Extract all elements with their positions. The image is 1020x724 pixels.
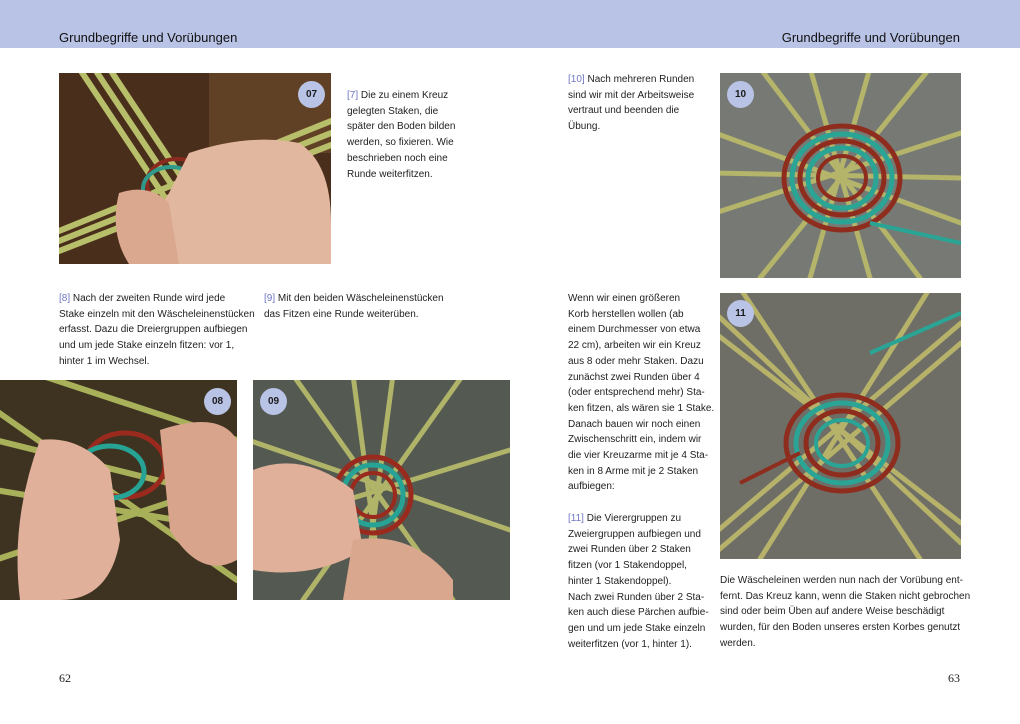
step-number: [8] <box>59 293 71 304</box>
step-badge-08: 08 <box>204 388 231 415</box>
photo-step-11 <box>720 293 961 559</box>
page-number-left: 62 <box>59 671 71 685</box>
closing-text: Die Wäscheleinen werden nun nach der Vorübung ent- fernt. Das Kreuz kann, wenn die Staken nicht gebrochen sind oder beim Üben auf andere Weise beschädigt wurden, für den Boden unseres ersten Korbes genutzt werden. <box>720 575 971 649</box>
step-8-text: [8] Nach der zweiten Runde wird jede Stake einzeln mit den Wäscheleinenstücken erfasst. Dazu die Dreiergruppen aufbiegen und um jede Stake einzeln fitzen: vor 1, hinter 1 im Wechsel. <box>59 293 255 367</box>
photo-step-10 <box>720 73 961 278</box>
step-number: [10] <box>568 74 585 85</box>
step-11-text: [11] Die Vierergruppen zu Zweiergruppen aufbiegen und zwei Runden über 2 Staken fitzen (vor 1 Stakendoppel, hinter 1 Stakendoppel). Nach zwei Runden über 2 Sta- ken auch diese Pärchen aufbie- gen und um jede Stake einzeln weiterfitzen (vor 1, hinter 1). <box>568 513 709 650</box>
header-bar-left <box>0 0 510 48</box>
step-number: [7] <box>347 90 359 101</box>
step-badge-11: 11 <box>727 300 754 327</box>
step-badge-09: 09 <box>260 388 287 415</box>
running-header-left: Grundbegriffe und Vorübungen <box>59 30 238 45</box>
step-number: [9] <box>264 293 276 304</box>
photo-step-09 <box>253 380 510 600</box>
photo-step-07 <box>59 73 331 264</box>
step-badge-10: 10 <box>727 81 754 108</box>
intro-text: Wenn wir einen größeren Korb herstellen wollen (ab einem Durchmesser von etwa 22 cm), arbeiten wir ein Kreuz aus 8 oder mehr Staken. Dazu zunächst zwei Runden über 4 (oder entsprechend mehr) Sta- ken fitzen, als wären sie 1 Stake. Danach bauen wir noch einen Zwischenschritt ein, indem wir die vier Kreuzarme mit je 4 Sta- ken in 8 Arme mit je 2 Staken aufbiegen: <box>568 293 715 493</box>
header-bar-right <box>510 0 1020 48</box>
step-7-text: [7] Die zu einem Kreuz gelegten Staken, die später den Boden bilden werden, so fixieren. Wie beschrieben noch eine Runde weiterfitzen. <box>347 90 456 180</box>
page-number-right: 63 <box>948 671 960 685</box>
photo-step-08 <box>0 380 237 600</box>
running-header-right: Grundbegriffe und Vorübungen <box>781 30 960 45</box>
step-badge-07: 07 <box>298 81 325 108</box>
step-number: [11] <box>568 513 584 524</box>
step-10-text: [10] Nach mehreren Runden sind wir mit der Arbeitsweise vertraut und beenden die Übung. <box>568 74 695 133</box>
step-9-text: [9] Mit den beiden Wäscheleinenstücken das Fitzen eine Runde weiterüben. <box>264 293 444 320</box>
